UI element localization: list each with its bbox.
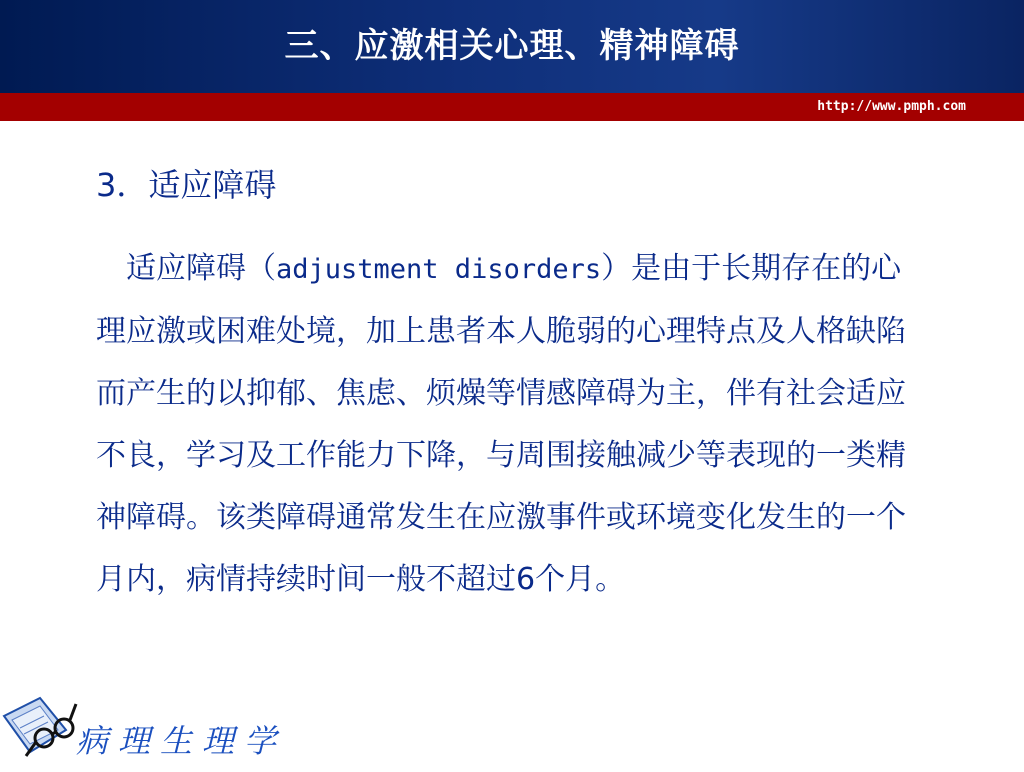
publisher-url: http://www.pmph.com	[817, 99, 966, 114]
body-paragraph	[96, 238, 916, 611]
footer-title: 病理生理学	[76, 722, 287, 760]
paragraph-lead: 适应障碍（	[126, 251, 276, 286]
section-heading: 3．适应障碍	[96, 166, 277, 204]
paragraph-term: adjustment disorders	[276, 254, 602, 285]
paragraph-rest: ）是由于长期存在的心理应激或困难处境，加上患者本人脆弱的心理特点及人格缺陷而产生的以抑郁、焦虑、烦燥等情感障碍为主，伴有社会适应不良，学习及工作能力下降，与周围接触减少等表现的一类精神障碍。该类障碍通常发生在应激事件或环境变化发生的一个月内，病情持续时间一般不超过6个月。	[96, 251, 906, 597]
slide-title: 三、应激相关心理、精神障碍	[284, 26, 740, 66]
